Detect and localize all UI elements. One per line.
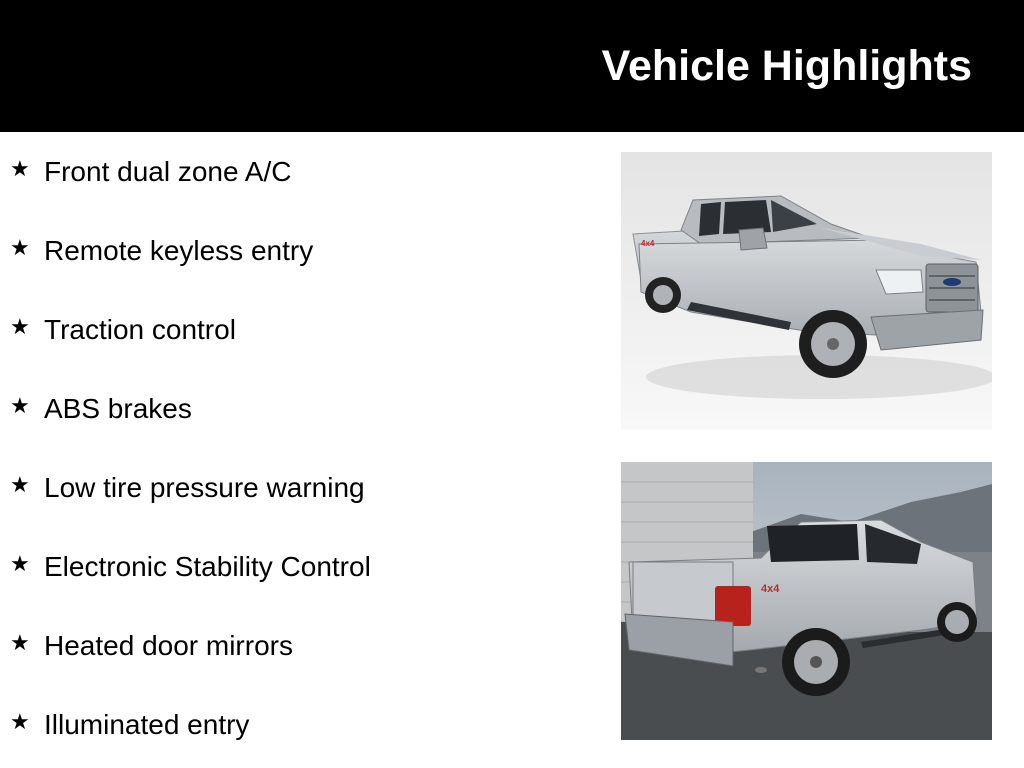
star-icon: ★ [10,631,30,656]
page-title: Vehicle Highlights [601,42,972,90]
header-bar [0,0,1024,132]
star-icon: ★ [10,473,30,498]
feature-item [0,387,600,466]
star-icon: ★ [10,710,30,735]
feature-item [0,624,600,703]
feature-label: Front dual zone A/C [44,156,292,187]
truck-rear-illustration [621,462,992,740]
feature-label: Low tire pressure warning [44,472,365,503]
star-icon: ★ [10,394,30,419]
truck-front-illustration [621,152,992,430]
feature-label: Electronic Stability Control [44,551,371,582]
feature-item [0,703,600,768]
feature-list [0,150,600,768]
feature-item [0,308,600,387]
feature-item [0,466,600,545]
truck-rear-photo [621,462,992,740]
star-icon: ★ [10,236,30,261]
star-icon: ★ [10,157,30,182]
front-badge: 4x4 [641,239,655,248]
feature-label: Illuminated entry [44,709,250,740]
feature-label: Traction control [44,314,236,345]
feature-label: Remote keyless entry [44,235,314,266]
feature-item [0,229,600,308]
feature-item [0,545,600,624]
feature-label: Heated door mirrors [44,630,293,661]
truck-front-photo [621,152,992,430]
feature-item [0,150,600,229]
star-icon: ★ [10,552,30,577]
star-icon: ★ [10,315,30,340]
feature-label: ABS brakes [44,393,192,424]
rear-badge: 4x4 [761,583,780,595]
